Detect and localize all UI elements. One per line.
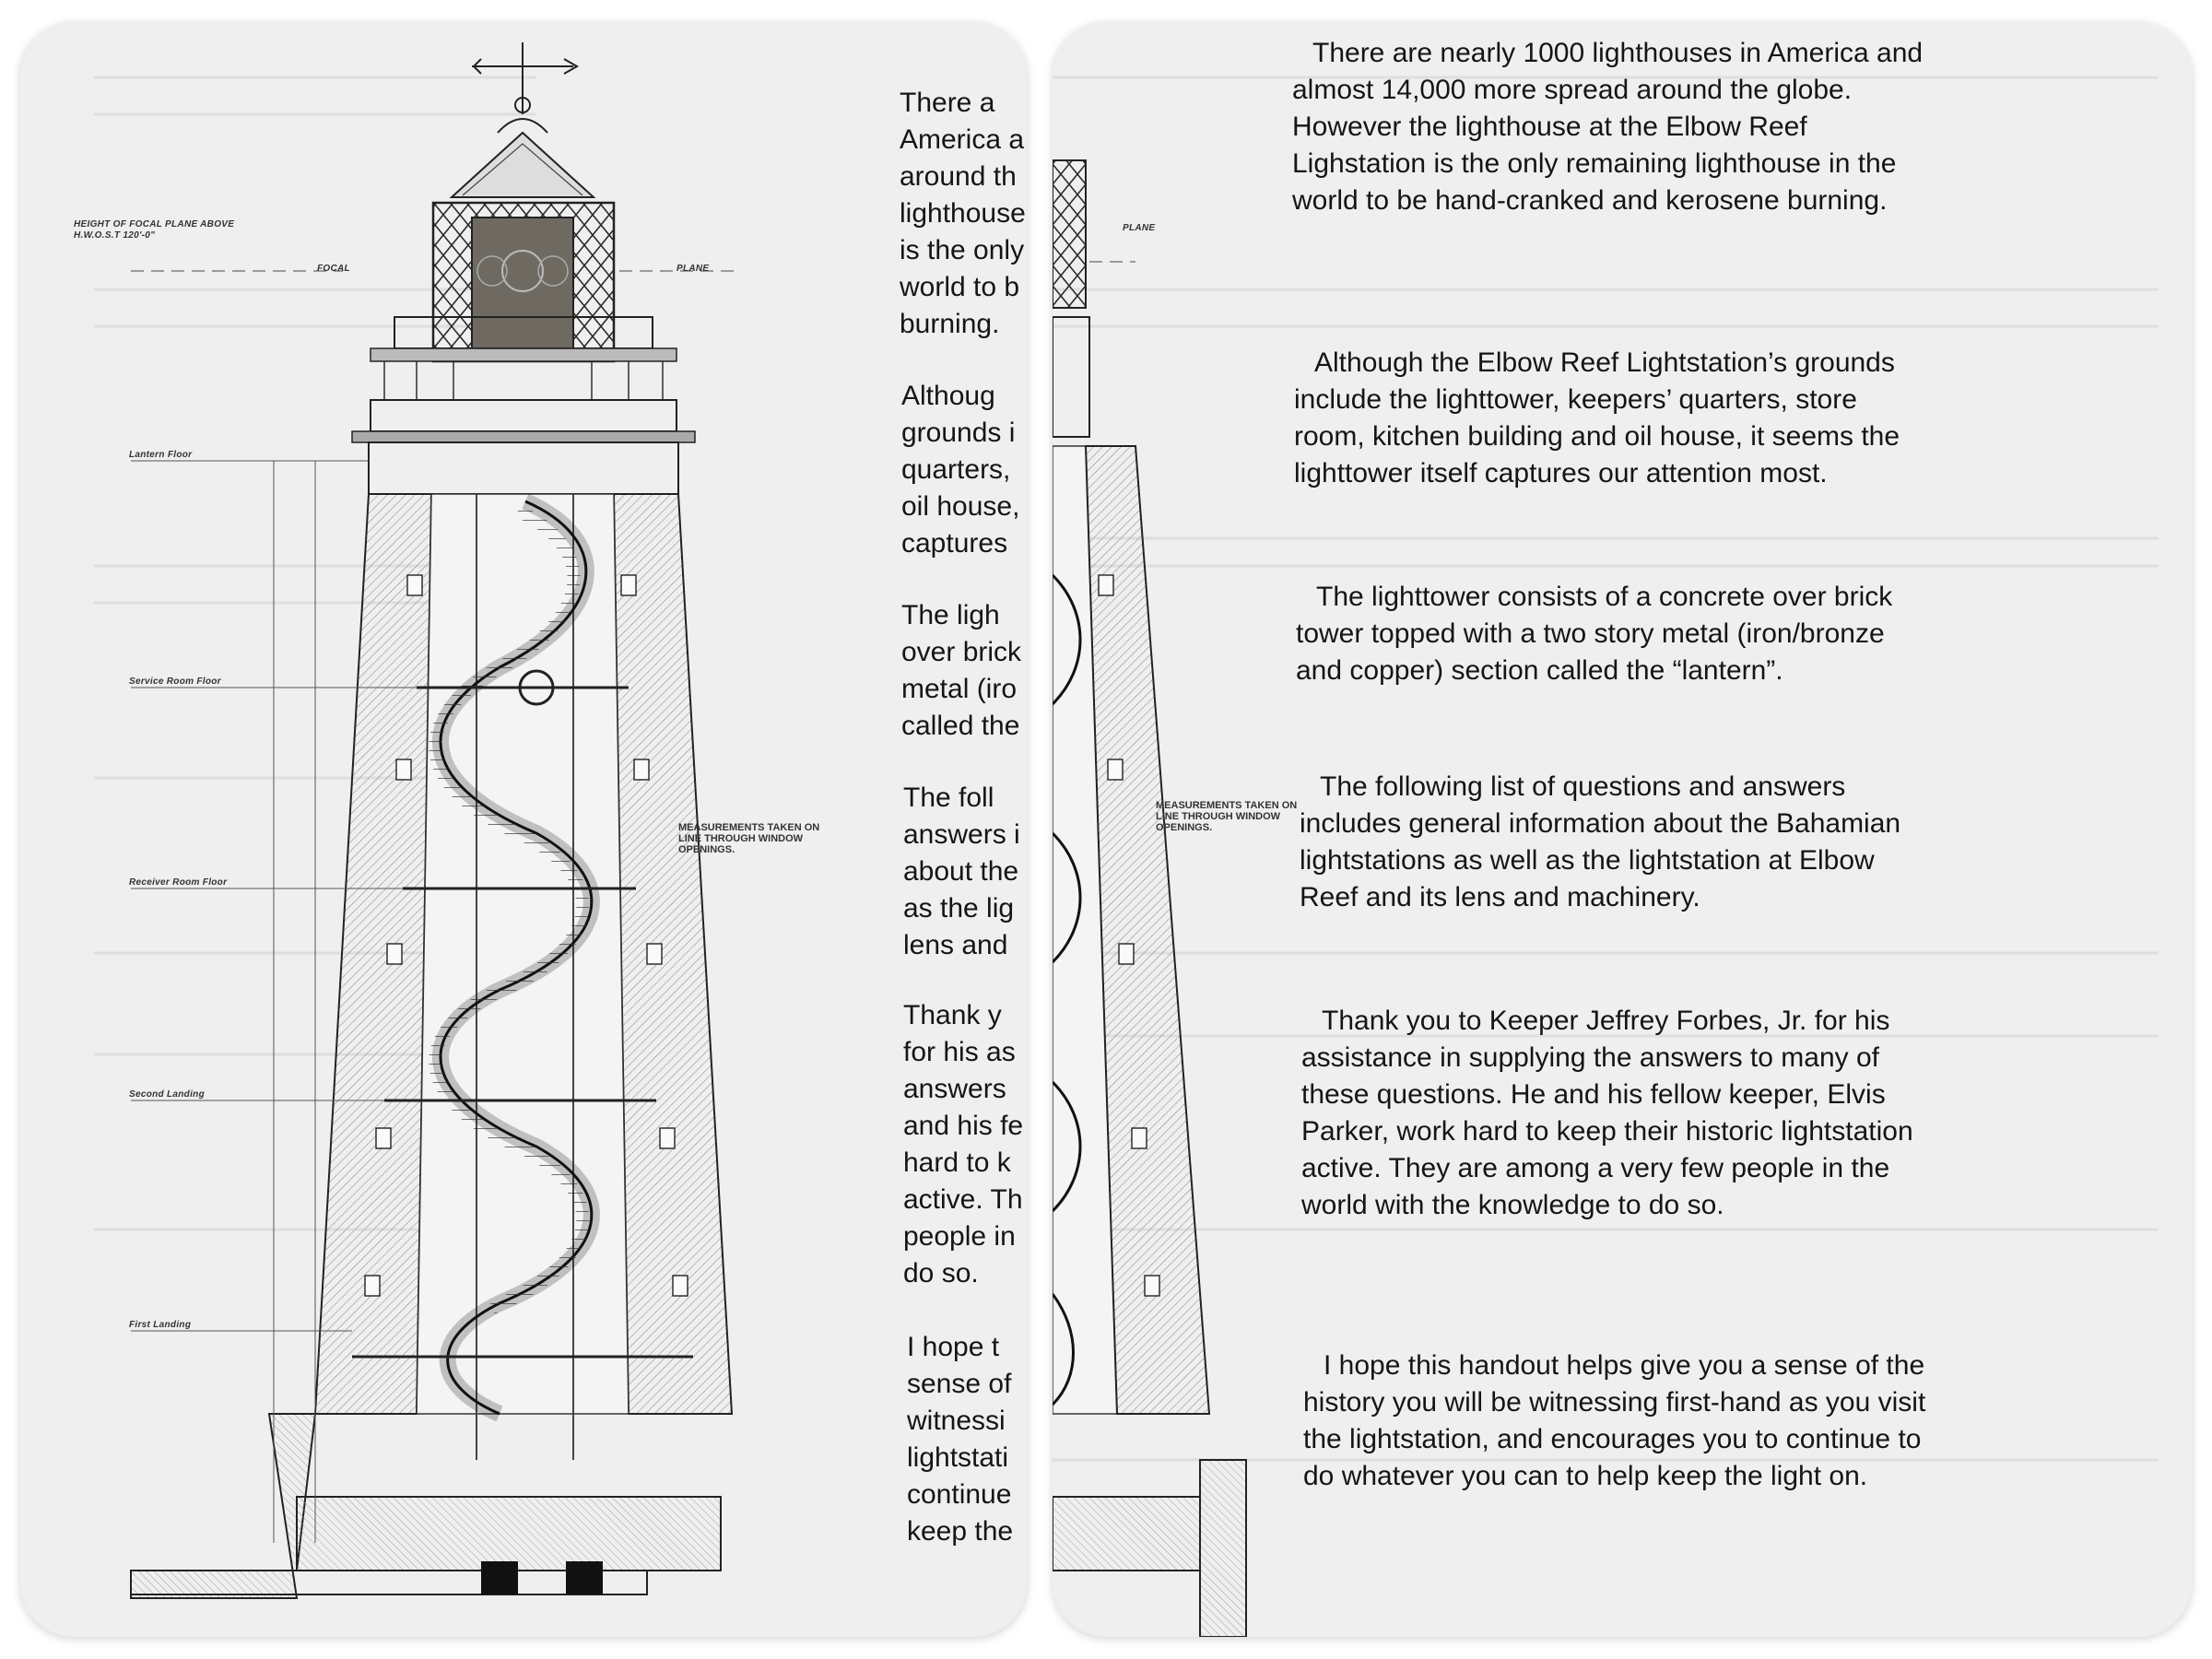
- lighttower-paragraph: The lighttower consists of a concrete over brick tower topped with a two story metal (iron/bronze and copper) section called the “lantern”.: [1296, 582, 1893, 686]
- fresnel-lens-icon: [472, 218, 573, 348]
- plane-label: PLANE: [677, 264, 710, 274]
- cropped-paragraph-2: Althoug grounds i quarters, oil house, captures: [901, 381, 1020, 559]
- thanks-paragraph: Thank you to Keeper Jeffrey Forbes, Jr. for his assistance in supplying the answers to many of these questions. He and his fellow keeper, Elvis Parker, work hard to keep their historic lightstation active. They are among a very few people in the world with the knowledge to do so.: [1301, 1006, 1913, 1220]
- cropped-paragraph-6: I hope t sense of witnessi lightstati continue keep the: [907, 1332, 1014, 1547]
- focal-label: FOCAL: [317, 264, 350, 274]
- right-page: [1053, 22, 2192, 1637]
- focal-plane-height-label: HEIGHT OF FOCAL PLANE ABOVE H.W.O.S.T 120'-0": [74, 219, 235, 241]
- service-room-floor-label: Service Room Floor: [129, 677, 221, 687]
- plane-label: PLANE: [1123, 223, 1156, 233]
- lighthouse-cross-section-drawing: [20, 22, 1027, 1637]
- cropped-paragraph-1: There a America a around th lighthouse is the only world to b burning.: [900, 88, 1026, 339]
- measurements-note: MEASUREMENTS TAKEN ON LINE THROUGH WINDOW OPENINGS.: [678, 822, 820, 855]
- closing-paragraph: I hope this handout helps give you a sense of the history you will be witnessing first-hand as you visit the lightstation, and encourages you to continue to do whatever you can to help keep the light on.: [1303, 1350, 1926, 1491]
- measurements-note: MEASUREMENTS TAKEN ON LINE THROUGH WINDOW OPENINGS.: [1156, 800, 1298, 833]
- receiver-room-floor-label: Receiver Room Floor: [129, 877, 228, 888]
- left-page: [20, 22, 1027, 1637]
- grounds-paragraph: Although the Elbow Reef Lightstation’s grounds include the lighttower, keepers’ quarters, store room, kitchen building and oil house, it seems the lighttower itself captures our attention most.: [1294, 347, 1900, 488]
- second-landing-label: Second Landing: [129, 1089, 205, 1100]
- cropped-paragraph-4: The foll answers i about the as the lig lens and: [903, 782, 1020, 960]
- intro-paragraph: There are nearly 1000 lighthouses in America and almost 14,000 more spread around the globe. However the lighthouse at the Elbow Reef Lighstation is the only remaining lighthouse in the world to be hand-cranked and kerosene burning.: [1292, 38, 1924, 216]
- cropped-text-column: [900, 22, 1027, 1637]
- first-landing-label: First Landing: [129, 1320, 192, 1330]
- cropped-paragraph-3: The ligh over brick metal (iro called the: [901, 600, 1022, 741]
- cropped-paragraph-5: Thank y for his as answers and his fe hard to k active. Th people in do so.: [903, 1000, 1024, 1288]
- questions-paragraph: The following list of questions and answers includes general information about the Bahamian lightstations as well as the lightstation at Elbow Reef and its lens and machinery.: [1300, 771, 1901, 912]
- lantern-floor-label: Lantern Floor: [129, 450, 193, 460]
- weather-vane-icon: [472, 42, 577, 133]
